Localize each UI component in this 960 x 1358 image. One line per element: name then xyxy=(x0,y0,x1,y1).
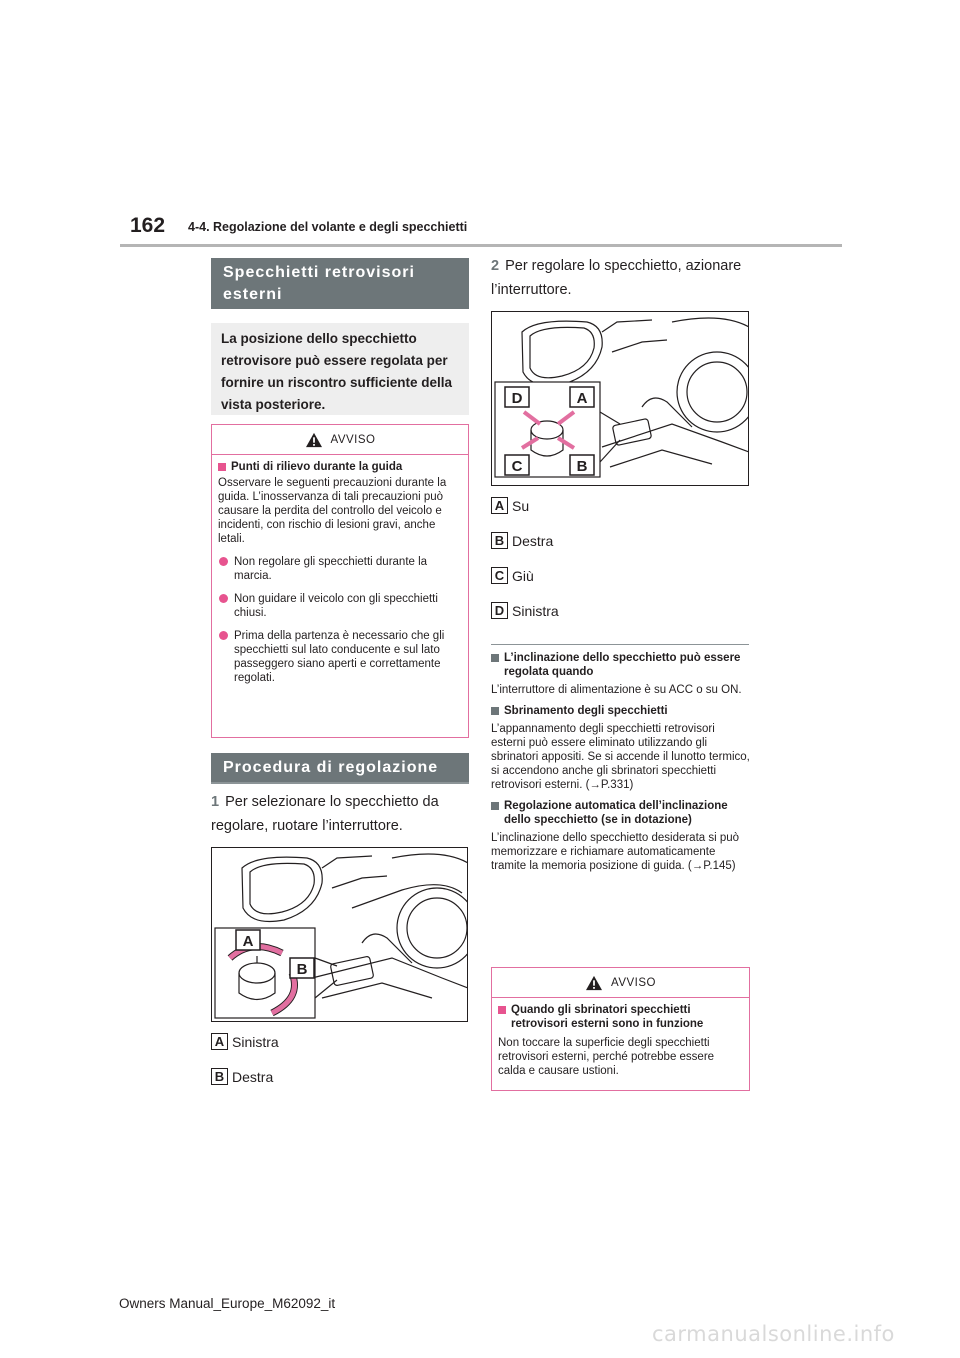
note-text: L’inclinazione dello specchietto desiderata si può memorizzare e richiamare automaticamente tramite la memoria posizione di guida. (→P.145) xyxy=(491,832,740,872)
label-text: Destra xyxy=(512,532,554,549)
label-text: Su xyxy=(512,497,530,514)
callout-d xyxy=(505,387,529,407)
callout-a xyxy=(236,930,260,950)
warning-box-driving xyxy=(211,424,469,738)
label-text: Destra xyxy=(232,1068,274,1085)
label-text: Sinistra xyxy=(512,602,559,619)
label-row-a xyxy=(491,497,529,514)
callout-a xyxy=(570,387,594,407)
mirror-adjust-illustration xyxy=(492,312,749,486)
chapter-title: 4-4. Regolazione del volante e degli specchietti xyxy=(188,220,468,234)
label-row-b xyxy=(491,532,553,549)
warning-bullet: Non regolare gli specchietti durante la marcia. xyxy=(218,555,462,583)
label-letter: C xyxy=(491,567,508,584)
svg-text:A: A xyxy=(242,933,254,950)
step-1: 1 Per selezionare lo specchietto da regolare, ruotare l’interruttore. xyxy=(211,794,439,834)
label-row-a xyxy=(211,1033,279,1050)
label-letter: A xyxy=(491,497,508,514)
callout-c xyxy=(505,455,529,475)
intro-text: La posizione dello specchietto retrovisore può essere regolata per fornire un riscontro sufficiente della vista posteriore. xyxy=(211,323,469,415)
svg-text:C: C xyxy=(511,458,523,475)
label-letter: B xyxy=(211,1068,228,1085)
warning-header xyxy=(492,968,749,998)
page-number: 162 xyxy=(130,214,166,237)
section-title-procedure: Procedura di regolazione xyxy=(211,753,469,782)
warning-box-defroster xyxy=(491,967,750,1091)
label-text: Giù xyxy=(512,567,534,584)
label-letter: B xyxy=(491,532,508,549)
callout-b xyxy=(570,455,594,475)
footer-doc-name: Owners Manual_Europe_M62092_it xyxy=(119,1296,336,1311)
label-row-b xyxy=(211,1068,273,1085)
notes-divider xyxy=(491,644,749,645)
header-rule xyxy=(120,244,842,247)
label-row-d xyxy=(491,602,559,619)
warning-title: AVVISO xyxy=(611,976,656,989)
warning-text: Osservare le seguenti precauzioni durante la guida. L’inosservanza di tali precauzioni può causare la perdita del controllo del veicolo e incidenti, con rischio di lesioni gravi, anche letali. xyxy=(218,477,447,545)
label-row-c xyxy=(491,567,534,584)
warning-triangle-icon xyxy=(585,975,603,991)
warning-triangle-icon xyxy=(305,432,323,448)
note-text: L’appannamento degli specchietti retrovisori esterni può essere eliminato utilizzando gli sbrinatori appositi. Se si accende il lunotto termico, si accendono anche gli sbrinatori specchietti retrovisori esterni. (→P.331) xyxy=(491,723,750,791)
warning-bullet: Non guidare il veicolo con gli specchietti chiusi. xyxy=(218,592,462,620)
callout-b xyxy=(290,958,314,978)
warning-header xyxy=(212,425,468,455)
svg-text:D: D xyxy=(511,390,523,407)
warning-title: AVVISO xyxy=(330,433,376,446)
svg-text:B: B xyxy=(296,961,308,978)
illustration-mirror-adjust xyxy=(491,311,749,486)
warning-bullet: Prima della partenza è necessario che gli specchietti sul lato conducente e sul lato passeggero siano aperti e correttamente regolati. xyxy=(218,629,462,685)
step-2: 2 Per regolare lo specchietto, azionare l’interruttore. xyxy=(491,258,742,298)
warning-text: Non toccare la superficie degli specchietti retrovisori esterni, perché potrebbe essere calda e causare ustioni. xyxy=(498,1037,715,1077)
label-text: Sinistra xyxy=(232,1033,279,1050)
svg-text:A: A xyxy=(576,390,588,407)
site-watermark: carmanualsonline.info xyxy=(652,1322,895,1346)
label-letter: D xyxy=(491,602,508,619)
illustration-mirror-select xyxy=(211,847,468,1022)
note-text: L’interruttore di alimentazione è su ACC o su ON. xyxy=(491,684,742,696)
notes-section xyxy=(491,651,751,873)
note-title: Sbrinamento degli specchietti xyxy=(491,704,751,718)
label-letter: A xyxy=(211,1033,228,1050)
warning-subtitle: Punti di rilievo durante la guida xyxy=(218,460,462,474)
svg-text:B: B xyxy=(576,458,588,475)
section-title-mirrors: Specchietti retrovisori esterni xyxy=(211,258,469,309)
note-title: L’inclinazione dello specchietto può essere regolata quando xyxy=(491,651,751,679)
note-title: Regolazione automatica dell’inclinazione dello specchietto (se in dotazione) xyxy=(491,799,751,827)
mirror-select-illustration xyxy=(212,848,468,1022)
warning-subtitle: Quando gli sbrinatori specchietti retrovisori esterni sono in funzione xyxy=(498,1003,743,1031)
